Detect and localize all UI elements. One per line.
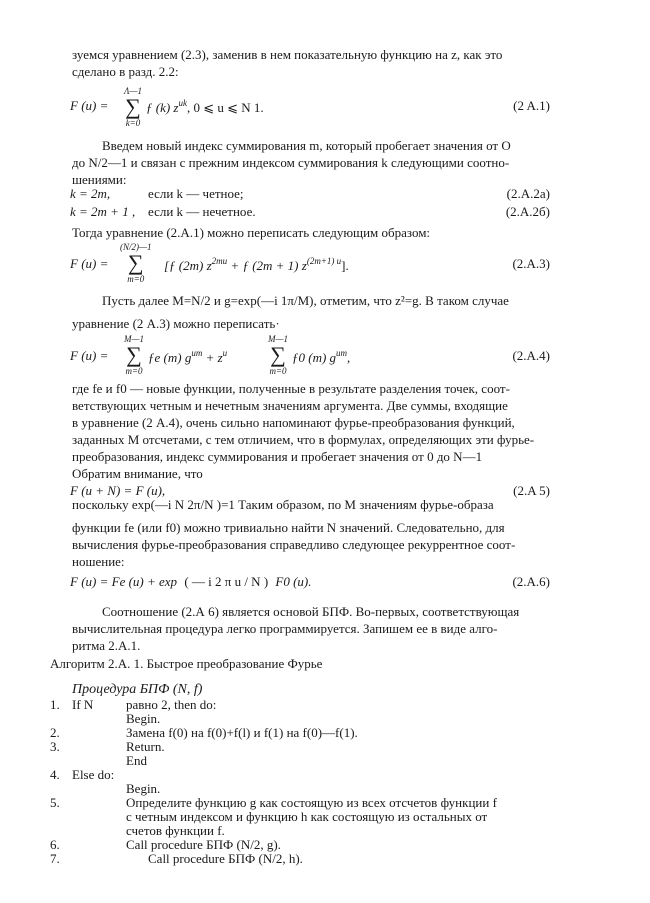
equation-2a6 <box>70 574 550 596</box>
equation-number: (2 A.1) <box>513 98 550 113</box>
paragraph-line: функции fe (или f0) можно тривиально найти N значений. Следовательно, для <box>72 520 505 535</box>
equation-number: (2.A.2б) <box>505 204 550 219</box>
eq-body <box>164 256 349 274</box>
equation-2a2a <box>70 186 550 203</box>
step-text: Begin. <box>126 781 161 796</box>
paragraph-line: уравнение (2 А.3) можно переписать· <box>72 316 280 331</box>
eq-term: ƒe (m) g <box>148 350 192 365</box>
sum-upper: M—1 <box>268 334 288 344</box>
sum-lower: k=0 <box>125 118 141 128</box>
sum-symbol <box>124 334 144 376</box>
paragraph-line: Тогда уравнение (2.A.1) можно переписать следующим образом: <box>72 225 431 240</box>
eq-cond: если k — четное; <box>148 186 244 201</box>
paragraph-line: поскольку exp(—i N 2π/N )=1 Таким образом, по M значениям фурье-образа <box>72 497 494 512</box>
step-text: с четным индексом и функцию h как состоящую из остальных от <box>126 809 488 824</box>
equation-2a1 <box>70 86 550 130</box>
sum-upper: (N/2)—1 <box>120 242 152 252</box>
sum-upper: M—1 <box>124 334 144 344</box>
eq-lhs: F (u) = <box>70 348 109 363</box>
equation-2a3 <box>70 242 550 286</box>
equation-number: (2.A.3) <box>512 256 550 271</box>
sum-symbol <box>268 334 288 376</box>
sigma-icon: ∑ <box>127 250 144 275</box>
eq-exp: uk <box>178 98 187 108</box>
eq-exp: u <box>222 348 228 358</box>
paragraph-line: ветствующих четным и нечетным значениям аргумента. Две суммы, входящие <box>72 398 508 413</box>
step-text: счетов функции f. <box>126 823 225 838</box>
step-number: 6. <box>50 837 60 852</box>
eq-term: ƒ0 (m) g <box>292 350 337 365</box>
eq-body <box>292 348 350 366</box>
eq-term: F (u + N) = F (u), <box>70 483 166 498</box>
step-text: Return. <box>126 739 165 754</box>
eq-exp: 2mu <box>211 256 228 266</box>
procedure-heading: Процедура БПФ (N, f) <box>72 682 203 697</box>
eq-lhs: F (u) = <box>70 98 109 113</box>
paragraph-line: ношение: <box>72 554 125 569</box>
paragraph-line: преобразования, индекс суммирования и пробегает значения от 0 до N—1 <box>72 449 483 464</box>
eq-term: + ƒ (2m + 1) z <box>227 258 307 273</box>
eq-term: F0 (u). <box>275 574 312 589</box>
step-text: равно 2, then do: <box>126 697 217 712</box>
paragraph-line: Обратим внимание, что <box>72 466 203 481</box>
paragraph-line: вычислительная процедура легко программируется. Запишем ее в виде алго- <box>72 621 498 636</box>
sum-symbol <box>120 242 152 284</box>
sigma-icon: ∑ <box>270 342 286 367</box>
paragraph-line: Пусть далее M=N/2 и g=exp(—i 1π/M), отметим, что z²=g. В таком случае <box>102 293 509 308</box>
eq-body <box>148 348 227 366</box>
eq-exp: (2m+1) u <box>306 256 342 266</box>
step-number: 3. <box>50 739 60 754</box>
eq-term: ]. <box>341 258 349 273</box>
paragraph-line: вычисления фурье-преобразования справедливо следующее рекуррентное соот- <box>72 537 516 552</box>
step-text: Определите функцию g как состоящую из всех отсчетов функции f <box>126 795 497 810</box>
step-text: Begin. <box>126 711 161 726</box>
sum-lower: m=0 <box>269 366 287 376</box>
eq-term: ƒ (k) z <box>146 100 179 115</box>
step-keyword: If N <box>72 697 94 712</box>
paragraph-line: шениями: <box>72 172 127 187</box>
step-number: 7. <box>50 851 60 866</box>
equation-number: (2.A.2a) <box>506 186 550 201</box>
equation-2a2b <box>70 204 550 221</box>
step-keyword: Else do: <box>72 767 115 782</box>
paragraph-line: сделано в разд. 2.2: <box>72 64 179 79</box>
algorithm-title: Алгоритм 2.А. 1. Быстрое преобразование Фурье <box>50 656 323 671</box>
equation-2a4 <box>70 334 550 378</box>
step-number: 2. <box>50 725 60 740</box>
eq-term: k = 2m + 1 , <box>70 204 136 219</box>
paragraph-line: где fe и f0 — новые функции, полученные в результате разделения точек, соот- <box>72 381 510 396</box>
paragraph-line: заданных M отсчетами, с тем отличием, что в формулах, определяющих эти фурье- <box>72 432 535 447</box>
eq-term: , <box>347 350 351 365</box>
step-number: 4. <box>50 767 60 782</box>
sum-lower: m=0 <box>127 274 145 284</box>
step-text: Call procedure БПФ (N/2, h). <box>148 851 303 866</box>
eq-exp: um <box>336 348 348 358</box>
paragraph-line: Введем новый индекс суммирования m, который пробегает значения от О <box>102 138 511 153</box>
eq-term: k = 2m, <box>70 186 111 201</box>
eq-body <box>146 98 264 116</box>
eq-term: [ƒ (2m) z <box>164 258 212 273</box>
sigma-icon: ∑ <box>126 342 142 367</box>
step-text: Замена f(0) на f(0)+f(l) и f(1) на f(0)—f(1). <box>126 725 358 740</box>
equation-number: (2.A 5) <box>513 483 550 498</box>
sigma-icon: ∑ <box>125 94 141 119</box>
step-text: Call procedure БПФ (N/2, g). <box>126 837 281 852</box>
step-number: 5. <box>50 795 60 810</box>
paragraph-line: до N/2—1 и связан с прежним индексом суммирования k следующими соотно- <box>72 155 510 170</box>
eq-term: + z <box>202 350 223 365</box>
sum-upper: Λ—1 <box>124 86 142 96</box>
paragraph-line: зуемся уравнением (2.3), заменив в нем показательную функцию на z, как это <box>72 47 503 62</box>
eq-lhs: F (u) = <box>70 256 109 271</box>
paragraph-line: в уравнение (2 А.4), очень сильно напоминают фурье-преобразования функций, <box>72 415 515 430</box>
eq-exp: um <box>191 348 203 358</box>
paragraph-line: ритма 2.А.1. <box>72 638 141 653</box>
eq-cond: , 0 ⩽ u ⩽ N 1. <box>187 100 264 115</box>
sum-symbol <box>124 86 142 128</box>
step-text: End <box>126 753 147 768</box>
paragraph-line: Соотношение (2.А 6) является основой БПФ. Во-первых, соответствующая <box>102 604 520 619</box>
sum-lower: m=0 <box>125 366 143 376</box>
eq-term: ( — i 2 π u / N ) <box>184 574 269 589</box>
step-number: 1. <box>50 697 60 712</box>
eq-cond: если k — нечетное. <box>148 204 256 219</box>
equation-number: (2.A.4) <box>512 348 550 363</box>
equation-number: (2.A.6) <box>512 574 550 589</box>
eq-lhs: F (u) = Fe (u) + exp <box>70 574 178 589</box>
